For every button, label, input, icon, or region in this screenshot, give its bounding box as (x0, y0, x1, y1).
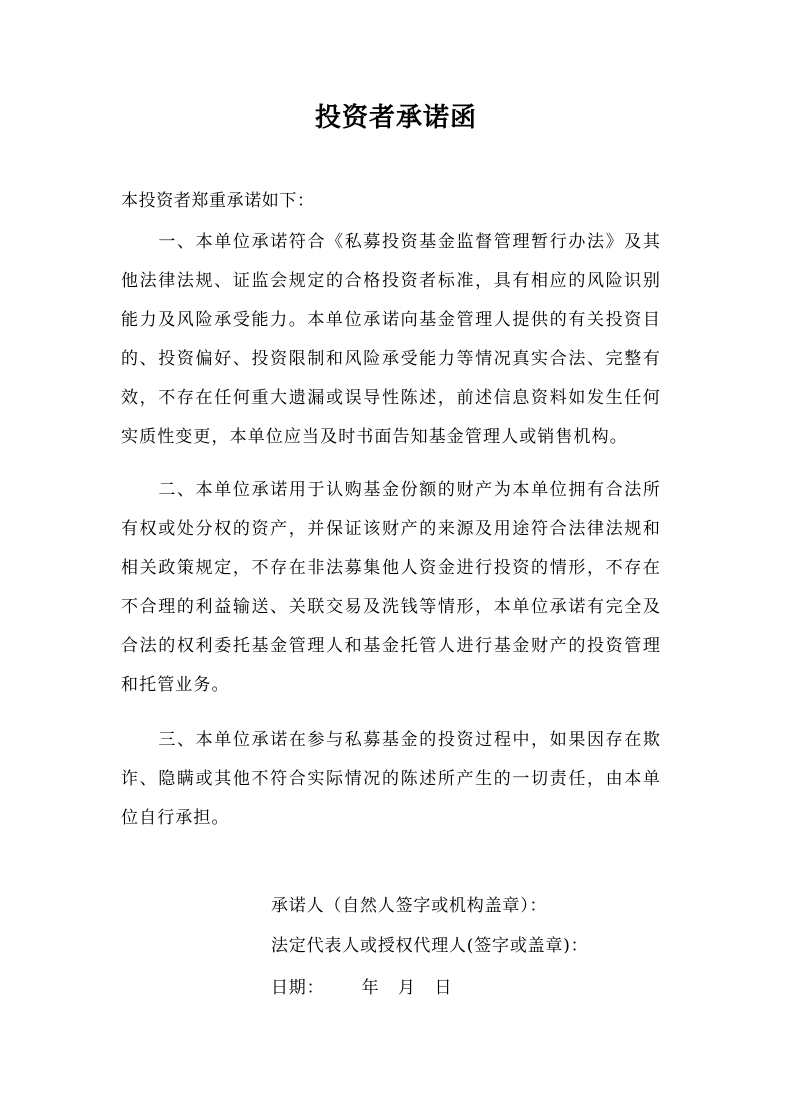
paragraph-1: 一、本单位承诺符合《私募投资基金监督管理暂行办法》及其他法律法规、证监会规定的合格投资者标准，具有相应的风险识别能力及风险承受能力。本单位承诺向基金管理人提供的有关投资目的、投资偏好、投资限制和风险承受能力等情况真实合法、完整有效，不存在任何重大遗漏或误导性陈述，前述信息资料如发生任何实质性变更，本单位应当及时书面告知基金管理人或销售机构。 (121, 232, 661, 447)
promisor-signature-line: 承诺人（自然人签字或机构盖章）： (271, 896, 548, 916)
paragraph-2: 二、本单位承诺用于认购基金份额的财产为本单位拥有合法所有权或处分权的资产，并保证该财产的来源及用途符合法律法规和相关政策规定，不存在非法募集他人资金进行投资的情形，不存在不合理的利益输送、关联交易及洗钱等情形，本单位承诺有完全及合法的权利委托基金管理人和基金托管人进行基金财产的投资管理和托管业务。 (121, 480, 661, 695)
date-line: 日期： 年 月 日 (271, 978, 453, 998)
representative-signature-line: 法定代表人或授权代理人(签字或盖章)： (271, 936, 589, 956)
paragraph-3: 三、本单位承诺在参与私募基金的投资过程中，如果因存在欺诈、隐瞒或其他不符合实际情况的陈述所产生的一切责任，由本单位自行承担。 (121, 730, 661, 828)
document-title: 投资者承诺函 (314, 103, 477, 133)
intro-text: 本投资者郑重承诺如下： (121, 191, 315, 211)
